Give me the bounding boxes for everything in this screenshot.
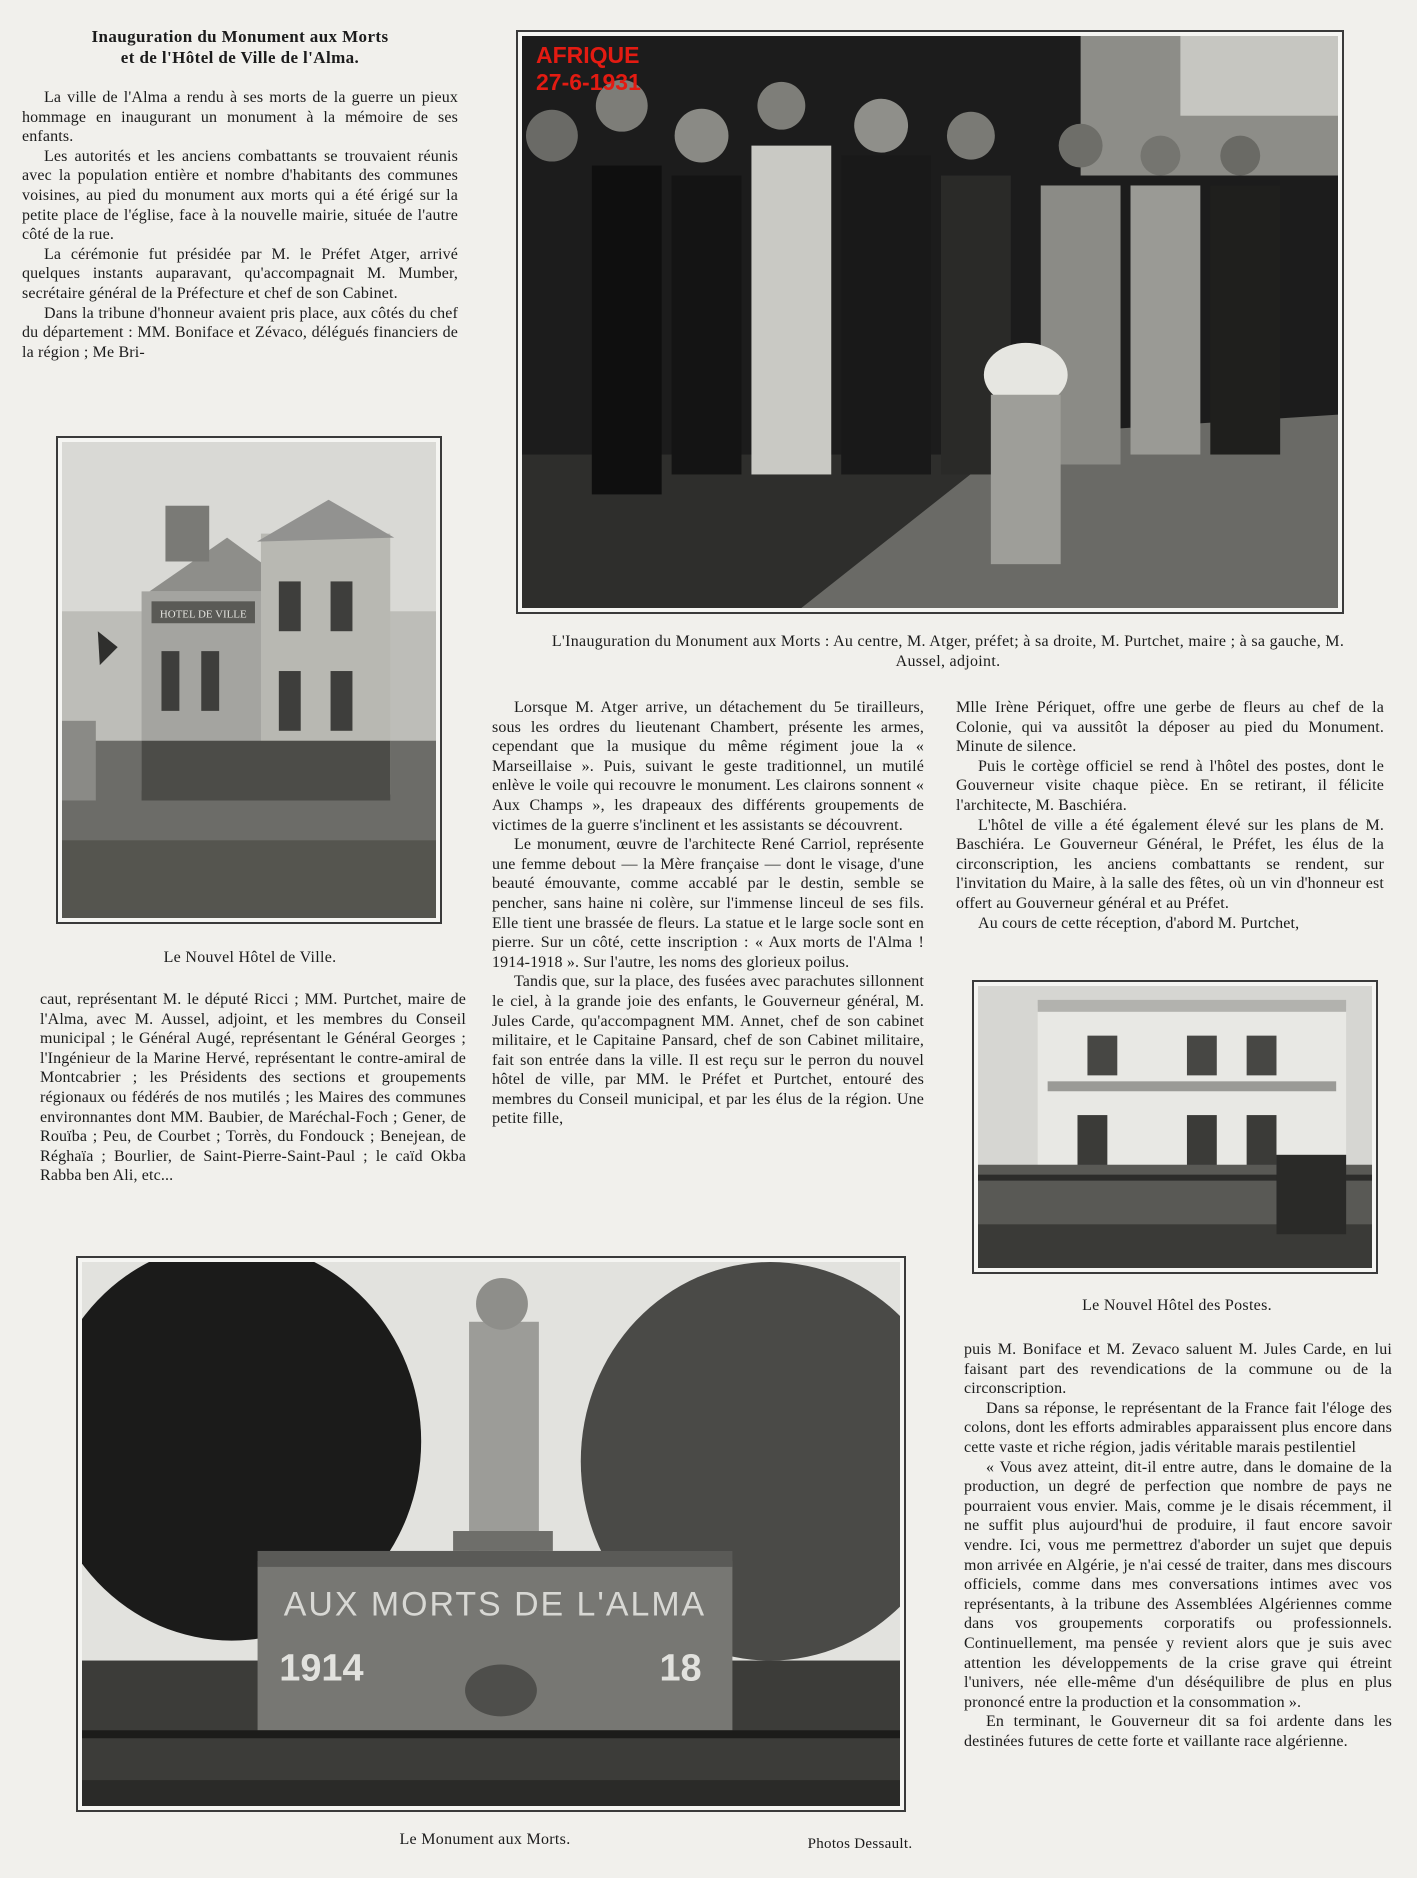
post-office-image	[978, 986, 1372, 1268]
column-3-continued	[964, 1340, 1392, 1751]
column-2	[492, 698, 924, 1129]
headline-line-1: Inauguration du Monument aux Morts	[91, 27, 389, 46]
monument-year-right: 18	[659, 1647, 702, 1690]
article-headline	[40, 26, 440, 68]
paragraph: Mlle Irène Périquet, offre une gerbe de fleurs au chef de la Colonie, qui va aussitôt la déposer au pied du Monument. Minute de silence.	[956, 699, 1384, 756]
town-hall-photo	[56, 436, 442, 924]
paragraph: Dans sa réponse, le représentant de la France fait l'éloge des colons, dont les efforts admirables apparaissent plus encore dans cette vaste et riche région, jadis véritable marais pestilentiel	[964, 1399, 1392, 1456]
column-1-intro	[22, 88, 458, 362]
headline-line-2: et de l'Hôtel de Ville de l'Alma.	[120, 48, 360, 67]
paragraph: « Vous avez atteint, dit-il entre autre, dans le domaine de la production, un degré de perfection que nombre de pays ne pourraient vous envier. Mais, comme je le disais récemment, il ne suffit plus aujourd'hui de produire, il faut encore savoir vendre. Ici, vous me permettrez d'aborder un sujet que depuis mon arrivée en Algérie, je n'ai cessé de traiter, dans mes discours officiels, comme dans mes conversations intimes avec vos représentants, à la tribune des Assemblées Algériennes comme dans vos groupements corporatifs ou professionnels. Continuellement, ma pensée y revient alors que je suis avec attention les développements de la crise grave qui étreint l'univers, née elle-même d'un déséquilibre de plus en plus prononcé entre la production et la consommation ».	[964, 1458, 1392, 1711]
paragraph: Le monument, œuvre de l'architecte René Carriol, représente une femme debout — la Mère française — dont le visage, d'une beauté émouvante, comme accablé par le destin, semble se pencher, sans haine ni colère, sur l'immense linceul de ses fils. Elle tient une brassée de fleurs. La statue et le large socle sont en pierre. Sur un côté, cette inscription : « Aux morts de l'Alma ! 1914-1918 ». Sur l'autre, les noms des glorieux poilus.	[492, 836, 924, 971]
photo-credit: Photos Dessault.	[807, 1836, 913, 1852]
monument-caption: Le Monument aux Morts.	[399, 1831, 571, 1848]
crowd-image	[522, 36, 1338, 608]
paragraph: Dans la tribune d'honneur avaient pris place, aux côtés du chef du département : MM. Boniface et Zévaco, délégués financiers de la région ; Me Bri-	[22, 304, 458, 361]
paragraph: Lorsque M. Atger arrive, un détachement du 5e tirailleurs, sous les ordres du lieutenant Chambert, présente les armes, cependant que la musique du même régiment joue la « Marseillaise ». Puis, suivant le geste traditionnel, un mutilé enlève le voile qui recouvre le monument. Les clairons sonnent « Aux Champs », les drapeaux des différents groupements de victimes de la guerre s'inclinent et les assistants se découvrent.	[492, 699, 924, 834]
monument-inscription: AUX MORTS DE L'ALMA	[283, 1585, 707, 1624]
town-hall-image	[62, 442, 436, 918]
post-office-photo	[972, 980, 1378, 1274]
paragraph: Au cours de cette réception, d'abord M. Purtchet,	[978, 914, 1300, 932]
monument-image	[82, 1262, 900, 1806]
paragraph: L'hôtel de ville a été également élevé sur les plans de M. Baschiéra. Le Gouverneur Général, le Préfet, les élus de la circonscription, les anciens combattants se rendent, sur l'invitation du Maire, à la salle des fêtes, où un vin d'honneur est offert au Gouverneur général et au Préfet.	[956, 816, 1384, 912]
paragraph: La cérémonie fut présidée par M. le Préfet Atger, arrivé quelques instants auparavant, qu'accompagnait M. Mumber, secrétaire général de la Préfecture et chef de son Cabinet.	[22, 245, 458, 302]
monument-year-left: 1914	[279, 1647, 364, 1690]
town-hall-caption: Le Nouvel Hôtel de Ville.	[163, 949, 337, 966]
column-1-continued	[40, 990, 466, 1186]
paragraph: caut, représentant M. le député Ricci ; MM. Purtchet, maire de l'Alma, avec M. Aussel, adjoint, et les membres du Conseil municipal ; le Général Augé, représentant le Général Georges ; l'Ingénieur de la Marine Hervé, représentant le contre-amiral de Montcabrier ; les Présidents des sections et groupements régionaux ou fédérés de nos mutilés ; les Maires des communes environnantes dont MM. Baubier, de Maréchal-Foch ; Gener, de Rouïba ; Peu, de Courbet ; Torrès, du Fondouck ; Benejean, de Réghaïa ; Bourlier, de Saint-Pierre-Saint-Paul ; le caïd Okba Rabba ben Ali, etc...	[40, 991, 466, 1185]
paragraph: En terminant, le Gouverneur dit sa foi ardente dans les destinées futures de cette forte et vaillante race algérienne.	[964, 1713, 1392, 1750]
archive-date-stamp	[536, 42, 641, 96]
paragraph: Tandis que, sur la place, des fusées avec parachutes sillonnent le ciel, à la grande joie des enfants, le Gouverneur général, M. Jules Carde, qu'accompagnent MM. Annet, chef de son cabinet militaire, et le Capitaine Pansard, chef de son Cabinet militaire, fait son entrée dans la ville. Il est reçu sur le perron du nouvel hôtel de ville, par MM. le Préfet et Purtchet, entouré des membres du Conseil municipal, et par les élus de la région. Une petite fille,	[492, 973, 924, 1128]
monument-photo	[76, 1256, 906, 1812]
stamp-line-1: AFRIQUE	[536, 42, 640, 68]
paragraph: La ville de l'Alma a rendu à ses morts de la guerre un pieux hommage en inaugurant un monument à la mémoire de ses enfants.	[22, 89, 458, 146]
column-3-top	[956, 698, 1384, 933]
post-office-caption: Le Nouvel Hôtel des Postes.	[1082, 1297, 1272, 1314]
paragraph: Les autorités et les anciens combattants se trouvaient réunis avec la population entière et nombre d'habitants des communes voisines, au pied du monument aux morts qui a été érigé sur la petite place de l'église, face à la nouvelle mairie, située de l'autre côté de la rue.	[22, 147, 458, 244]
paragraph: puis M. Boniface et M. Zevaco saluent M. Jules Carde, en lui faisant part des revendications de la commune ou de la circonscription.	[964, 1341, 1392, 1398]
stamp-line-2: 27-6-1931	[536, 69, 641, 95]
inauguration-crowd-photo	[516, 30, 1344, 614]
crowd-caption: L'Inauguration du Monument aux Morts : Au centre, M. Atger, préfet; à sa droite, M. Purtchet, maire ; à sa gauche, M. Aussel, adjoint.	[551, 633, 1345, 670]
town-hall-sign: HOTEL DE VILLE	[159, 608, 247, 621]
paragraph: Puis le cortège officiel se rend à l'hôtel des postes, dont le Gouverneur visite chaque pièce. En se retirant, il félicite l'architecte, M. Baschiéra.	[956, 757, 1384, 814]
